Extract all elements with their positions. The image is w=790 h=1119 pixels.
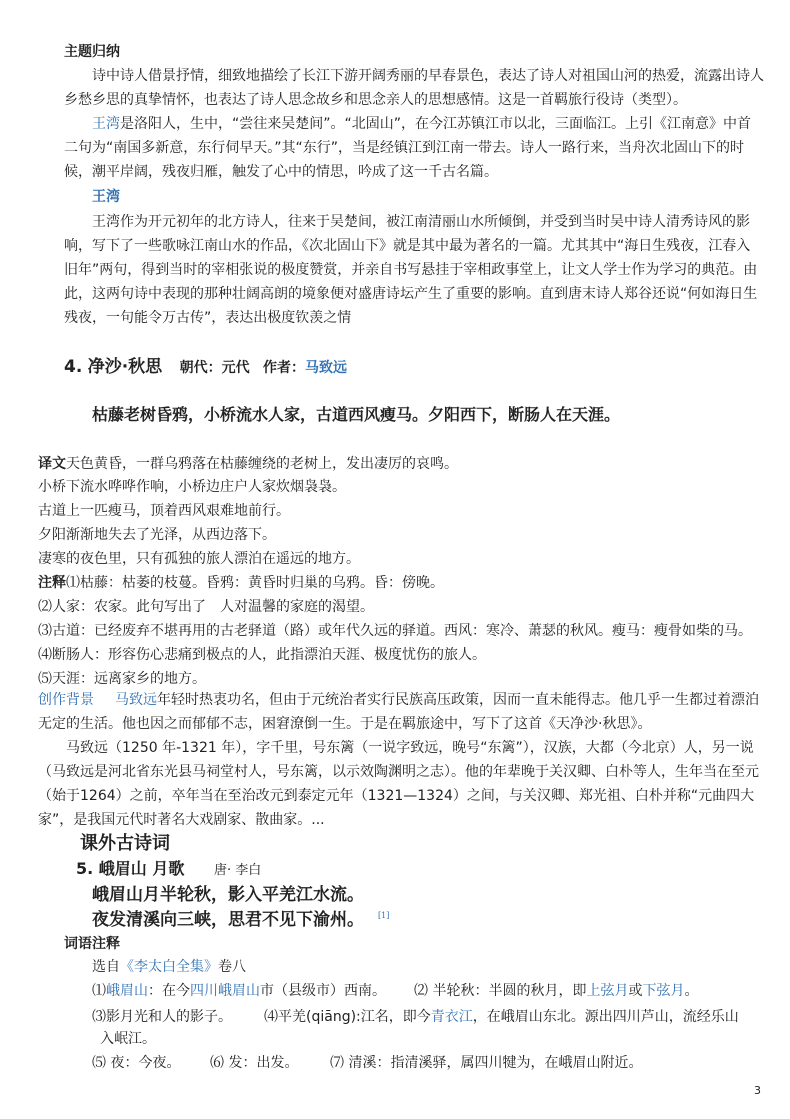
vocab-note-5: ⑸ 夜：今夜。 <box>92 1055 181 1071</box>
page-number: 3 <box>754 1084 761 1097</box>
emei-city-link[interactable]: 峨眉山 <box>218 983 260 999</box>
background-label: 创作背景 <box>38 692 94 708</box>
poem4-author-link[interactable]: 马致远 <box>304 360 347 376</box>
poem4-title: 净沙·秋思 <box>87 357 163 377</box>
translation-line-1: 译文天色黄昏，一群乌鸦落在枯藤缠绕的老树上，发出凄厉的哀鸣。 <box>38 456 458 472</box>
background-text: 年轻时热衷功名，但由于元统治者实行民族高压政策，因而一直未能得志。他几乎一生都过着漂泊无定的生活。他也因之而郁郁不志，困窘潦倒一生。于是在羁旅途中，写下了这首《天净沙·秋思》。 <box>38 692 759 732</box>
poem4-number: 4. <box>64 357 83 377</box>
theme-paragraph-1: 诗中诗人借景抒情，细致地描绘了长江下游开阔秀丽的早春景色，表达了诗人对祖国山河的热爱，流露出诗人乡愁乡思的真挚情怀，也表达了诗人思念故乡和思念亲人的思想感情。这是一首羁旅行役诗（类型）。 <box>64 68 764 108</box>
bio-paragraph: 马致远（1250 年-1321 年），字千里，号东篱（一说字致远，晚号“东篱”），汉族，大都（今北京）人，另一说（马致远是河北省东光县马祠堂村人，号东篱，以示效陶渊明之志）。他的年辈晚于关汉卿、白朴等人，生年当在至元（始于1264）之前，卒年当在至治改元到泰定元年（1321—1324）之间，与关汉卿、郑光祖、白朴并称“元曲四大家”，是我国元代时著名大戏剧家、散曲家。... <box>38 740 759 828</box>
notes-line-5: ⑸天涯：远离家乡的地方。 <box>38 671 206 687</box>
vocab-note-4-continued: 入岷江。 <box>100 1031 156 1047</box>
vocab-note-3: ⑶影月光和人的影子。 <box>92 1009 232 1025</box>
vocab-note-7: ⑺ 清溪：指清溪驿，属四川犍为，在峨眉山附近。 <box>330 1055 643 1071</box>
emei-mountain-link[interactable]: 峨眉山 <box>106 983 148 999</box>
vocab-note-1: ⑴峨眉山：在今四川峨眉山市（县级市）西南。 <box>92 983 386 999</box>
translation-line-2: 小桥下流水哗哗作响，小桥边庄户人家炊烟袅袅。 <box>38 479 346 495</box>
poem4-dynasty: 朝代：元代 <box>179 360 250 376</box>
poem5-number: 5. <box>76 859 94 878</box>
source-line: 选自《李太白全集》卷八 <box>92 959 246 975</box>
qingyi-river-link[interactable]: 青衣江 <box>430 1009 473 1025</box>
poem5-header <box>76 856 261 879</box>
author-section-title: 王湾 <box>92 189 120 205</box>
poem5-line-1: 峨眉山月半轮秋，影入平羌江水流。 <box>92 885 364 905</box>
theme-paragraph-2 <box>64 112 764 184</box>
vocab-heading: 词语注释 <box>64 936 120 952</box>
first-quarter-moon-link[interactable]: 上弦月 <box>586 983 629 999</box>
notes-line-2: ⑵人家：农家。此句写出了 人对温馨的家庭的渴望。 <box>38 599 374 615</box>
background-author-link[interactable]: 马致远 <box>115 692 157 708</box>
last-quarter-moon-link[interactable]: 下弦月 <box>642 983 685 999</box>
theme-paragraph-2-text: 是洛阳人，生中，“尝往来吴楚间”。“北固山”，在今江苏镇江市以北，三面临江。上引《江南意》中首二句为“南国多新意，东行伺早天。”其“东行”，当是经镇江到江南一带去。诗人一路行来，当舟次北固山下的时候，潮平岸阔，残夜归雁，触发了心中的情思，吟成了这一千古名篇。 <box>64 116 752 180</box>
poem4-header <box>64 352 347 377</box>
background-paragraph <box>38 688 764 736</box>
sichuan-link[interactable]: 四川 <box>190 983 218 999</box>
translation-line-5: 凄寒的夜色里，只有孤独的旅人漂泊在遥远的地方。 <box>38 551 360 567</box>
poem5-author: 唐· 李白 <box>213 863 262 878</box>
vocab-note-2: ⑵ 半轮秋：半圆的秋月，即上弦月或下弦月。 <box>414 983 699 999</box>
poem4-text: 枯藤老树昏鸦，小桥流水人家，古道西风瘦马。夕阳西下，断肠人在天涯。 <box>92 405 621 424</box>
notes-line-1: 注释⑴枯藤：枯萎的枝蔓。昏鸦：黄昏时归巢的乌鸦。昏：傍晚。 <box>38 575 444 591</box>
extra-heading: 课外古诗词 <box>80 833 170 854</box>
poem4-author-label: 作者： <box>262 360 305 376</box>
notes-line-3: ⑶古道：已经废弃不堪再用的古老驿道（路）或年代久远的驿道。西风：寒冷、萧瑟的秋风。瘦马：瘦骨如柴的马。 <box>38 623 752 639</box>
translation-line-4: 夕阳渐渐地失去了光泽，从西边落下。 <box>38 527 276 543</box>
source-book-link[interactable]: 《李太白全集》 <box>120 959 218 975</box>
translation-label: 译文 <box>38 456 66 472</box>
poem5-title: 峨眉山 月歌 <box>98 859 185 878</box>
poem5-line-2: 夜发清溪向三峡，思君不见下渝州。 [1] <box>92 910 390 930</box>
theme-paragraph-3: 王湾作为开元初年的北方诗人，往来于吴楚间，被江南清丽山水所倾倒，并受到当时吴中诗人清秀诗风的影响，写下了一些歌咏江南山水的作品，《次北固山下》就是其中最为著名的一篇。尤其其中“海日生残夜，江春入旧年”两句，得到当时的宰相张说的极度赞赏，并亲自书写悬挂于宰相政事堂上，让文人学士作为学习的典范。由此，这两句诗中表现的那种壮阔高朗的境象便对盛唐诗坛产生了重要的影响。直到唐末诗人郑谷还说“何如海日生残夜，一句能令万古传”，表达出极度钦羡之情 <box>64 214 758 326</box>
vocab-note-6: ⑹ 发：出发。 <box>210 1055 299 1071</box>
footnote-link[interactable]: [1] <box>378 911 390 921</box>
theme-heading: 主题归纳 <box>64 44 120 60</box>
notes-label: 注释 <box>38 575 66 591</box>
notes-line-4: ⑷断肠人：形容伤心悲痛到极点的人，此指漂泊天涯、极度忧伤的旅人。 <box>38 647 486 663</box>
wang-wan-link[interactable]: 王湾 <box>92 116 120 132</box>
translation-line-3: 古道上一匹瘦马，顶着西风艰难地前行。 <box>38 503 290 519</box>
vocab-note-4: ⑷平羌(qiāng):江名，即今青衣江，在峨眉山东北。源出四川芦山，流经乐山 <box>264 1009 739 1025</box>
